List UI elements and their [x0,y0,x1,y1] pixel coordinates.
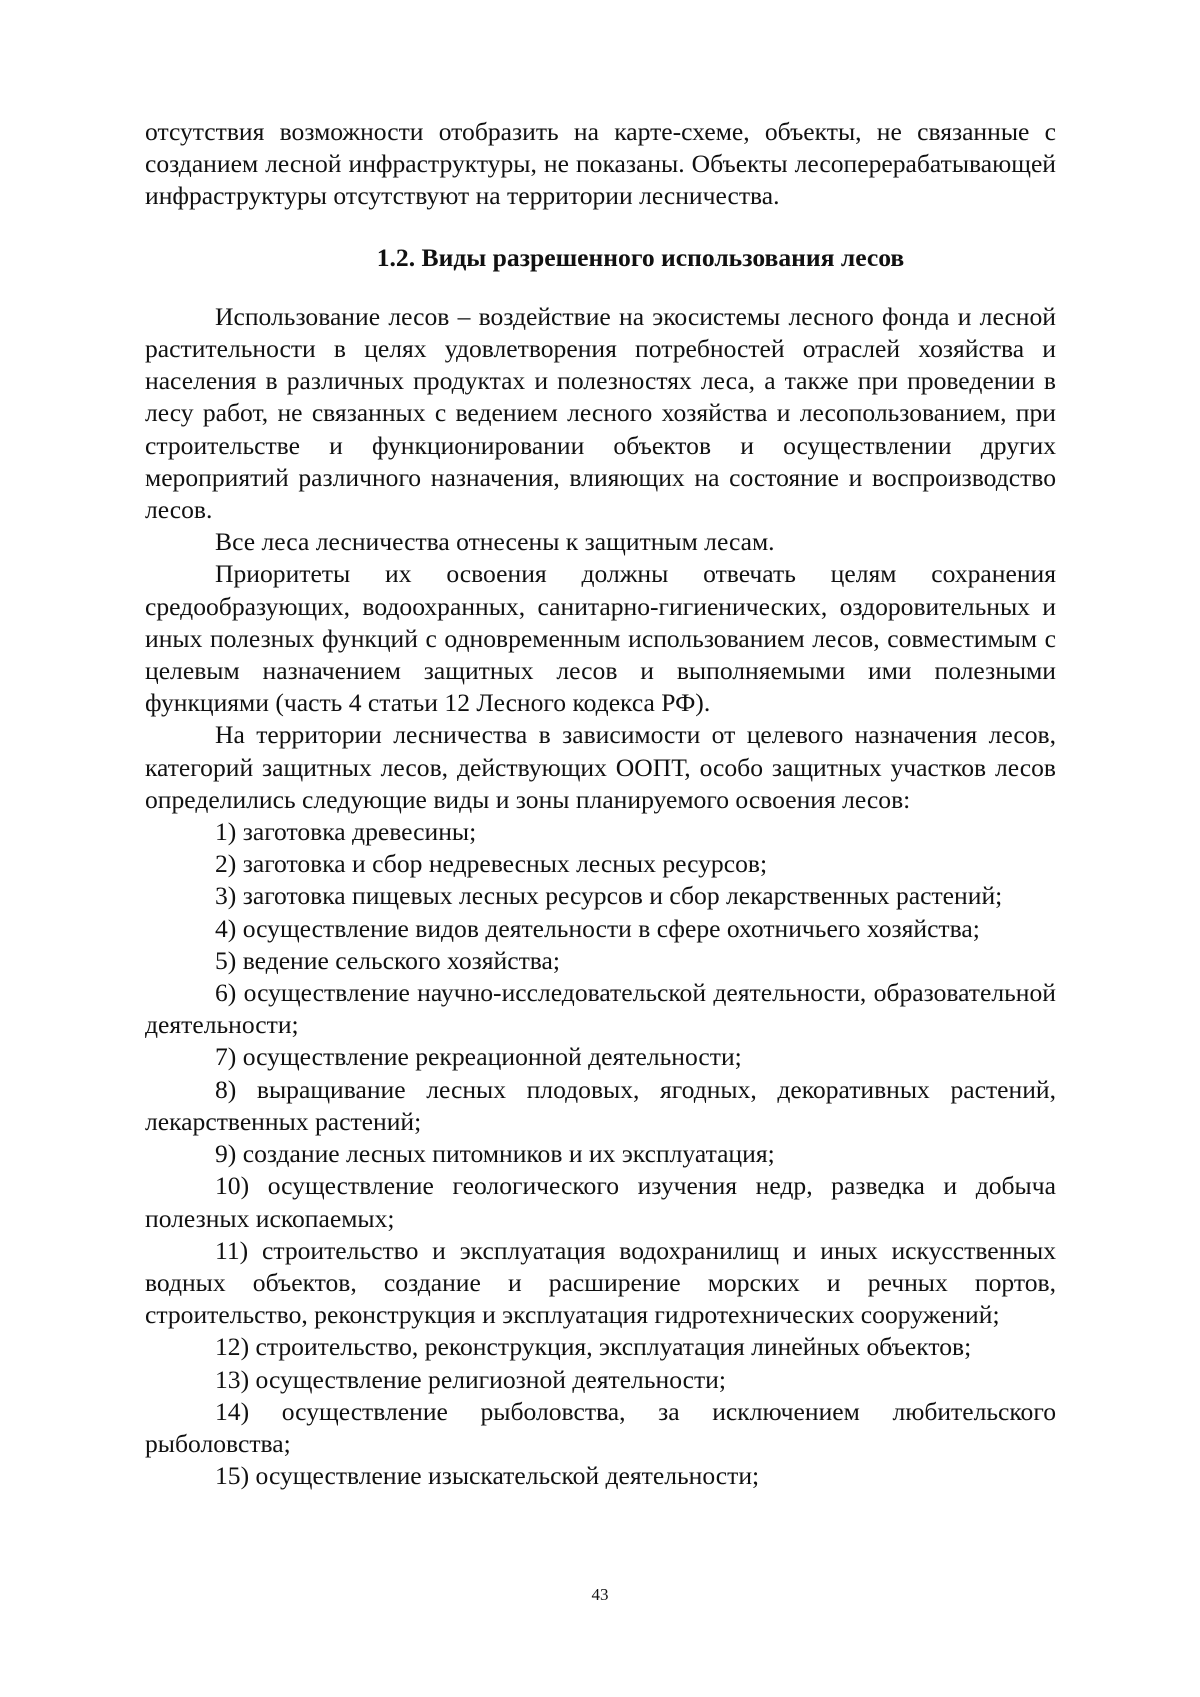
list-item: 11) строительство и эксплуатация водохранилищ и иных искусственных водных объектов, создание и расширение морских и речных портов, строительство, реконструкция и эксплуатация гидротехнических сооружений; [145,1235,1056,1330]
list-item: 3) заготовка пищевых лесных ресурсов и сбор лекарственных растений; [215,881,1003,911]
list-item: 5) ведение сельского хозяйства; [215,945,560,975]
paragraph-priorities: Приоритеты их освоения должны отвечать целям сохранения средообразующих, водоохранных, санитарно-гигиенических, оздоровительных и иных полезных функций с одновременным использованием лесов, совместимым с целевым назначением защитных лесов и выполняемыми ими полезными функциями (часть 4 статьи 12 Лесного кодекса РФ). [145,559,1056,718]
usage-types-list [145,816,1056,1492]
list-item: 12) строительство, реконструкция, эксплуатация линейных объектов; [215,1332,972,1362]
list-item: 6) осуществление научно-исследовательской деятельности, образовательной деятельности; [145,978,1056,1040]
intro-paragraph: отсутствия возможности отобразить на карте-схеме, объекты, не связанные с созданием лесной инфраструктуры, не показаны. Объекты лесоперерабатывающей инфраструктуры отсутствуют на территории лесничества. [145,117,1056,211]
list-item: 14) осуществление рыболовства, за исключением любительского рыболовства; [145,1396,1056,1458]
paragraph-territory: На территории лесничества в зависимости от целевого назначения лесов, категорий защитных лесов, действующих ООПТ, особо защитных участков лесов определились следующие виды и зоны планируемого освоения лесов: [145,720,1056,814]
paragraph-protective-forests: Все леса лесничества отнесены к защитным лесам. [215,527,775,557]
list-item: 4) осуществление видов деятельности в сфере охотничьего хозяйства; [215,913,980,943]
paragraph-definition: Использование лесов – воздействие на экосистемы лесного фонда и лесной растительности в целях удовлетворения потребностей отраслей хозяйства и населения в различных продуктах и полезностях леса, а также при проведении в лесу работ, не связанных с ведением лесного хозяйства и лесопользованием, при строительстве и функционировании объектов и осуществлении других мероприятий различного назначения, влияющих на состояние и воспроизводство лесов. [145,301,1056,525]
page-content [145,116,1056,1492]
list-item: 8) выращивание лесных плодовых, ягодных, декоративных растений, лекарственных растений; [145,1074,1056,1136]
list-item: 1) заготовка древесины; [215,817,477,847]
list-item: 15) осуществление изыскательской деятельности; [215,1461,760,1491]
list-item: 10) осуществление геологического изучения недр, разведка и добыча полезных ископаемых; [145,1171,1056,1233]
list-item: 13) осуществление религиозной деятельности; [215,1364,726,1394]
list-item: 7) осуществление рекреационной деятельности; [215,1042,742,1072]
page-number: 43 [591,1585,609,1604]
section-heading: 1.2. Виды разрешенного использования лесов [376,242,905,272]
list-item: 2) заготовка и сбор недревесных лесных ресурсов; [215,849,768,879]
list-item: 9) создание лесных питомников и их эксплуатация; [215,1139,775,1169]
